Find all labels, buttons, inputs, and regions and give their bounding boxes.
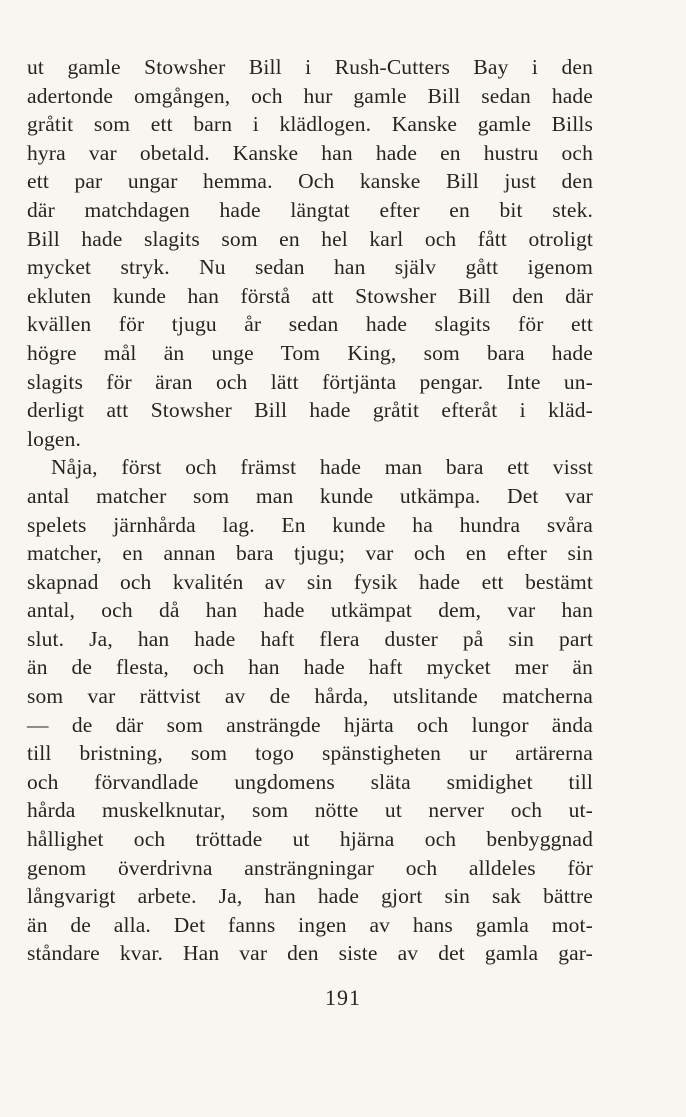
text-line: hyra var obetald. Kanske han hade en hustru och xyxy=(27,140,593,165)
text-line: kvällen för tjugu år sedan hade slagits för ett xyxy=(27,312,593,337)
page-number: 191 xyxy=(325,985,361,1010)
text-line: adertonde omgången, och hur gamle Bill sedan hade xyxy=(27,83,593,108)
text-line: än de flesta, och han hade haft mycket mer än xyxy=(27,655,593,680)
text-line: som var rättvist av de hårda, utslitande matcherna xyxy=(27,684,593,709)
text-line: matcher, en annan bara tjugu; var och en efter sin xyxy=(27,541,593,566)
text-line: ekluten kunde han förstå att Stowsher Bill den där xyxy=(27,283,593,308)
text-line: skapnad och kvalitén av sin fysik hade ett bestämt xyxy=(27,569,593,594)
text-line: än de alla. Det fanns ingen av hans gamla mot- xyxy=(27,912,593,937)
text-line: där matchdagen hade längtat efter en bit stek. xyxy=(27,197,593,222)
text-line: spelets järnhårda lag. En kunde ha hundra svåra xyxy=(27,512,593,537)
text-line: och förvandlade ungdomens släta smidighet till xyxy=(27,769,593,794)
text-line: Bill hade slagits som en hel karl och fått otroligt xyxy=(27,226,593,251)
text-line: logen. xyxy=(27,426,82,451)
text-line: långvarigt arbete. Ja, han hade gjort sin sak bättre xyxy=(27,884,593,909)
text-line: till bristning, som togo spänstigheten ur artärerna xyxy=(27,741,593,766)
text-line: hållighet och tröttade ut hjärna och benbyggnad xyxy=(27,827,593,852)
text-line: genom överdrivna ansträngningar och alldeles för xyxy=(27,855,593,880)
body-text xyxy=(27,53,593,968)
text-line: slut. Ja, han hade haft flera duster på sin part xyxy=(27,626,593,651)
text-line: antal, och då han hade utkämpat dem, var han xyxy=(27,598,593,623)
text-line: — de där som ansträngde hjärta och lungor ända xyxy=(27,712,593,737)
text-line: gråtit som ett barn i klädlogen. Kanske gamle Bills xyxy=(27,112,593,137)
paragraph-2 xyxy=(27,453,593,968)
text-line: ståndare kvar. Han var den siste av det gamla gar- xyxy=(27,941,593,966)
paragraph-1 xyxy=(27,53,593,453)
text-line: högre mål än unge Tom King, som bara hade xyxy=(27,340,593,365)
text-line: ett par ungar hemma. Och kanske Bill just den xyxy=(27,169,593,194)
text-line: slagits för äran och lätt förtjänta pengar. Inte un- xyxy=(27,369,593,394)
text-line: hårda muskelknutar, som nötte ut nerver och ut- xyxy=(27,798,593,823)
text-line: ut gamle Stowsher Bill i Rush-Cutters Bay i den xyxy=(27,55,593,79)
text-line: mycket stryk. Nu sedan han själv gått igenom xyxy=(27,255,593,280)
text-line: Nåja, först och främst hade man bara ett visst xyxy=(51,455,593,480)
text-line: antal matcher som man kunde utkämpa. Det var xyxy=(27,483,593,508)
text-line: derligt att Stowsher Bill hade gråtit efteråt i kläd- xyxy=(27,398,593,423)
